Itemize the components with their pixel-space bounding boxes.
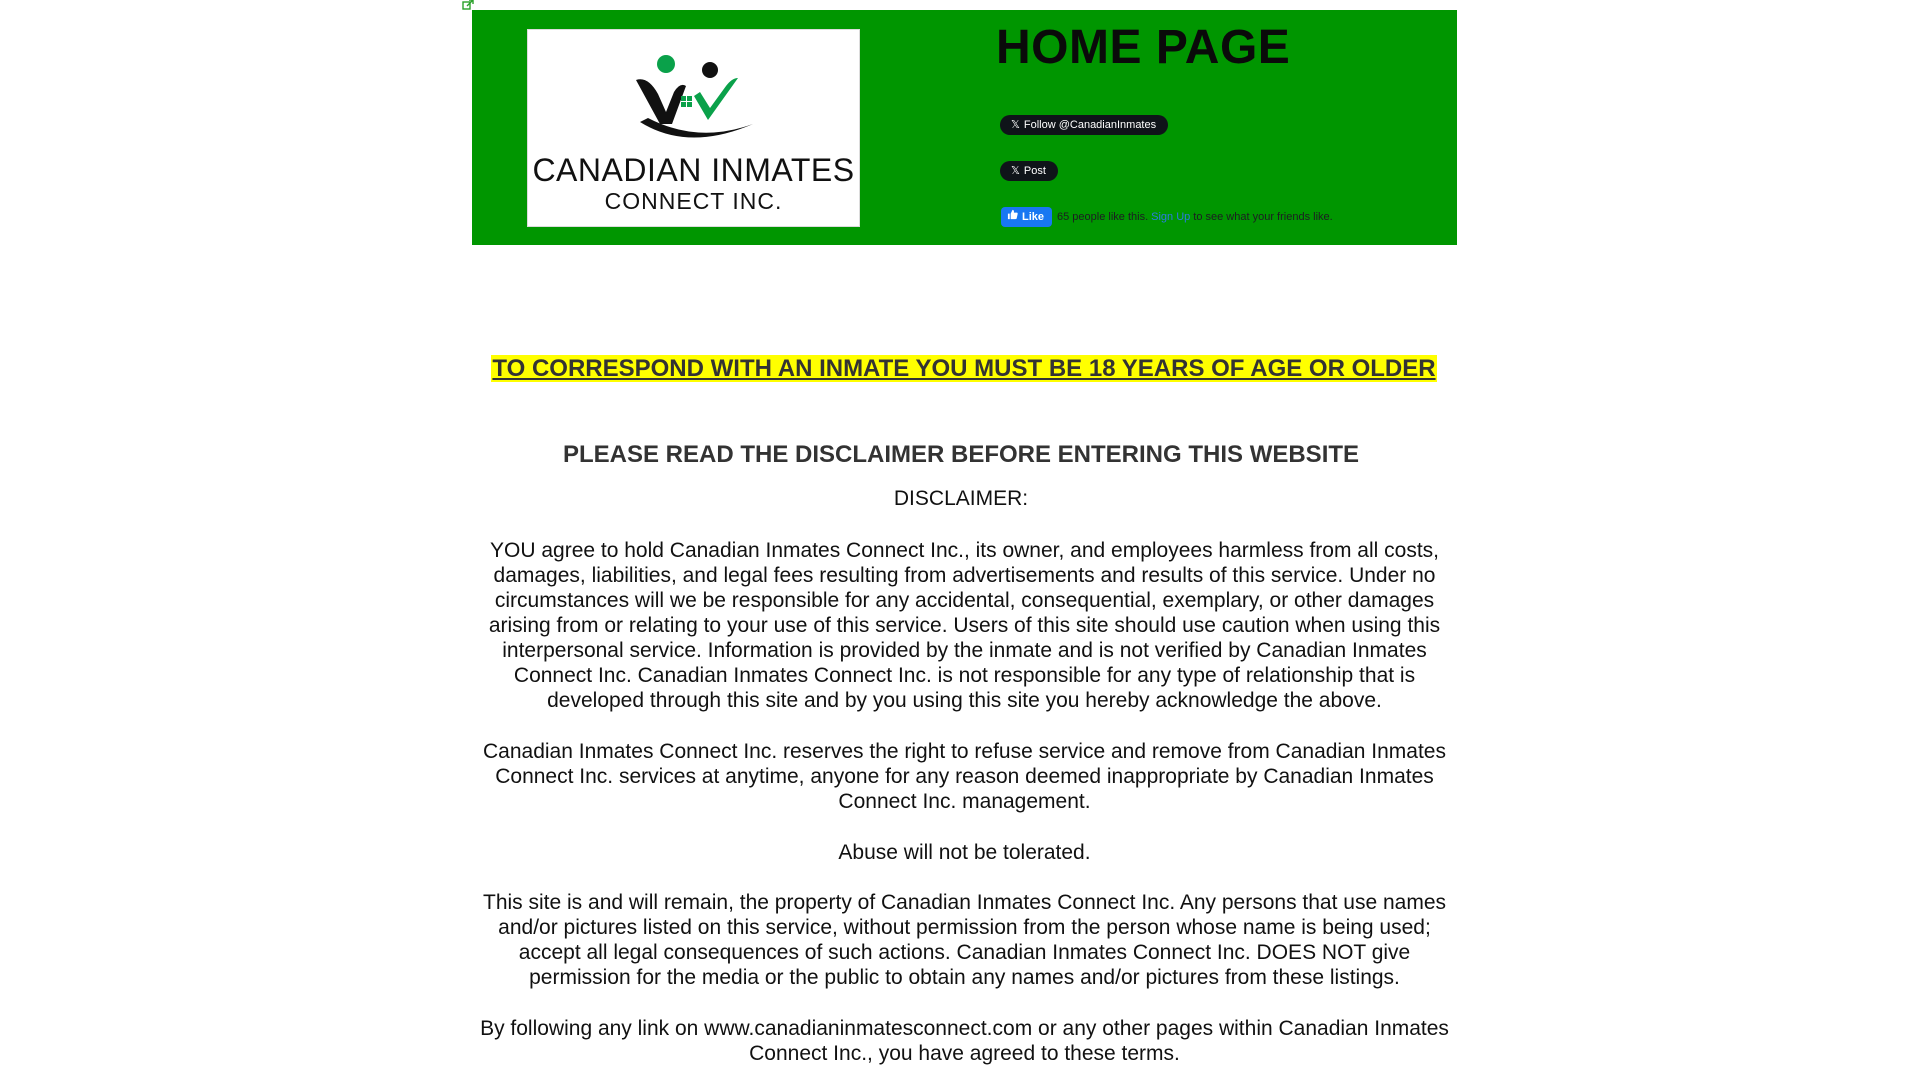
facebook-signup-link[interactable]: Sign Up	[1151, 211, 1191, 223]
x-logo-icon: 𝕏	[1011, 165, 1020, 177]
facebook-like-button[interactable]	[1001, 207, 1052, 227]
disclaimer-paragraph: This site is and will remain, the property of Canadian Inmates Connect Inc. Any persons that use names and/or pictures listed on this service, without permission from the person whose name is being used; accept all legal consequences of such actions. Canadian Inmates Connect Inc. DOES NOT give permission for the media or the public to obtain any names and/or pictures from these listings.	[483, 891, 1446, 989]
twitter-post-label: Post	[1023, 165, 1046, 177]
external-link-icon[interactable]	[462, 0, 474, 10]
site-header	[472, 10, 1457, 245]
facebook-like-note: to see what your friends like.	[1193, 211, 1333, 223]
twitter-post-button[interactable]	[1000, 161, 1058, 181]
thumbs-up-icon	[1007, 207, 1018, 227]
disclaimer-paragraph: By following any link on www.canadianinmatesconnect.com or any other pages within Canadian Inmates Connect Inc., you have agreed to these terms.	[480, 1017, 1449, 1065]
people-house-logo-icon	[628, 52, 763, 148]
facebook-like-widget	[1001, 207, 1333, 227]
site-logo[interactable]	[527, 29, 860, 227]
twitter-follow-button[interactable]	[1000, 115, 1168, 135]
twitter-follow-label: Follow @CanadianInmates	[1023, 119, 1157, 131]
age-warning	[0, 355, 1920, 383]
disclaimer-paragraph: Abuse will not be tolerated.	[838, 841, 1091, 864]
logo-text-line1: CANADIAN INMATES	[532, 152, 855, 188]
disclaimer-paragraph: Canadian Inmates Connect Inc. reserves the right to refuse service and remove from Canadian Inmates Connect Inc. services at anytime, anyone for any reason deemed inappropriate by Canadian Inmates Connect Inc. management.	[483, 740, 1446, 813]
logo-text-line2: CONNECT INC.	[604, 188, 783, 214]
disclaimer-paragraph: YOU agree to hold Canadian Inmates Connect Inc., its owner, and employees harmless from all costs, damages, liabilities, and legal fees resulting from advertisements and results of this service. Under no circumstances will we be responsible for any accidental, consequential, exemplary, or other damages arising from or relating to your use of this service. Users of this site should use caution when using this interpersonal service. Information is provided by the inmate and is not verified by Canadian Inmates Connect Inc. Canadian Inmates Connect Inc. is not responsible for any type of relationship that is developed through this site and by you using this site you hereby acknowledge the above.	[488, 539, 1441, 712]
facebook-like-count: 65 people like this.	[1057, 211, 1149, 223]
age-warning-text: TO CORRESPOND WITH AN INMATE YOU MUST BE 18 YEARS OF AGE OR OLDER	[492, 355, 1436, 382]
disclaimer-label: DISCLAIMER:	[893, 487, 1029, 510]
page-title: HOME PAGE	[996, 21, 1291, 74]
facebook-like-label: Like	[1022, 211, 1045, 223]
x-logo-icon: 𝕏	[1011, 119, 1020, 131]
read-disclaimer-heading: PLEASE READ THE DISCLAIMER BEFORE ENTERING THIS WEBSITE	[562, 441, 1360, 468]
